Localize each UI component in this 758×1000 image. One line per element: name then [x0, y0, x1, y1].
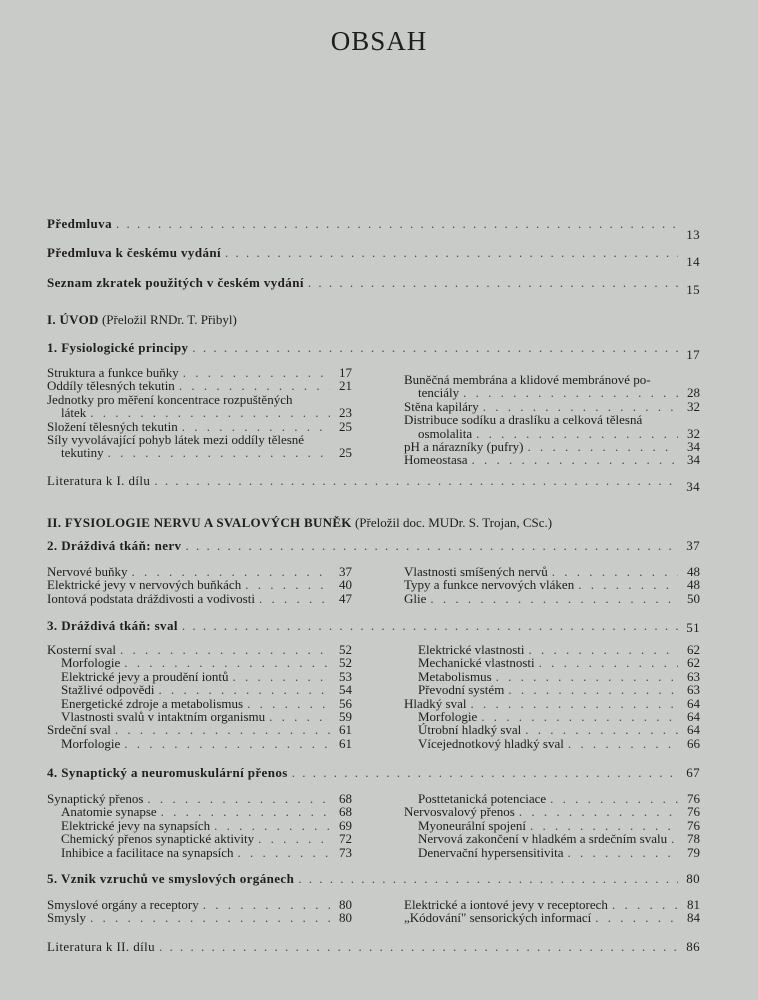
- chapter-page: 80: [686, 871, 700, 886]
- list-item[interactable]: Morfologie . . . 61: [47, 737, 352, 750]
- list-item[interactable]: Buněčná membrána a klidové membránové po-: [404, 372, 651, 387]
- chapter-title: 4. Synaptický a neuromuskulární přenos: [47, 765, 288, 780]
- list-item[interactable]: Synaptický přenos . . . 68: [47, 792, 352, 805]
- list-item[interactable]: látek . . . 23: [47, 406, 352, 419]
- list-item[interactable]: Jednotky pro měření koncentrace rozpuštěných: [47, 391, 293, 407]
- list-item[interactable]: osmolalita . . . 32: [404, 427, 700, 440]
- list-item[interactable]: Nervové buňky . . . 37: [47, 565, 352, 578]
- list-item[interactable]: Smysly . . . 80: [47, 911, 352, 924]
- list-item[interactable]: Morfologie . . . 64: [404, 710, 700, 723]
- toc-entry-label: Seznam zkratek použitých v českém vydání: [47, 275, 304, 290]
- toc-entry-czech-preface[interactable]: [47, 245, 700, 269]
- dot-leader: [308, 275, 678, 291]
- dot-leader: [116, 216, 678, 232]
- list-item[interactable]: Denervační hypersensitivita . . . 79: [404, 846, 700, 859]
- list-item[interactable]: Útrobní hladký sval . . . 64: [404, 723, 700, 736]
- list-item[interactable]: Elektrické jevy na synapsích . . . 69: [47, 819, 352, 832]
- toc-entry-abbreviations[interactable]: [47, 275, 700, 297]
- list-item[interactable]: Metabolismus . . . 63: [404, 670, 700, 683]
- toc-entry-page: 13: [686, 227, 700, 242]
- list-item[interactable]: Hladký sval . . . 64: [404, 697, 700, 710]
- list-item[interactable]: Stěna kapiláry . . . 32: [404, 400, 700, 413]
- list-item[interactable]: Smyslové orgány a receptory . . . 80: [47, 898, 352, 911]
- chapter-3-left-list: [47, 643, 352, 750]
- chapter-4-right-list: [404, 792, 700, 859]
- chapter-page: 67: [686, 765, 700, 780]
- list-item[interactable]: Vlastnosti svalů v intaktním organismu . . . 59: [47, 710, 352, 723]
- toc-entry-label: Literatura k I. dílu: [47, 473, 151, 488]
- chapter-5-left-list: [47, 898, 352, 925]
- list-item[interactable]: Oddíly tělesných tekutin . . . 21: [47, 379, 352, 392]
- list-item[interactable]: Myoneurální spojení . . . 76: [404, 819, 700, 832]
- chapter-5-right-list: [404, 898, 700, 925]
- part-translator: (Přeložil doc. MUDr. S. Trojan, CSc.): [354, 515, 553, 530]
- list-item[interactable]: Stažlivé odpovědi . . . 54: [47, 683, 352, 696]
- list-item[interactable]: pH a nárazníky (pufry) . . . 34: [404, 440, 700, 453]
- chapter-4-left-list: [47, 792, 352, 859]
- list-item[interactable]: Elektrické a iontové jevy v receptorech . . . 81: [404, 898, 700, 911]
- list-item[interactable]: Energetické zdroje a metabolismus . . . 56: [47, 697, 352, 710]
- list-item[interactable]: Nervosvalový přenos . . . 76: [404, 805, 700, 818]
- toc-entry-label: Předmluva k českému vydání: [47, 245, 221, 260]
- chapter-3-right-list: [404, 643, 700, 750]
- list-item[interactable]: „Kódování" sensorických informací . . . 84: [404, 911, 700, 924]
- list-item[interactable]: Distribuce sodíku a draslíku a celková tělesná: [404, 412, 643, 428]
- list-item[interactable]: Morfologie . . . 52: [47, 656, 352, 669]
- page-title: OBSAH: [330, 26, 428, 56]
- list-item[interactable]: Posttetanická potenciace . . . 76: [404, 792, 700, 805]
- list-item[interactable]: Iontová podstata dráždivosti a vodivosti . . . 47: [47, 592, 352, 605]
- list-item[interactable]: Síly vyvolávající pohyb látek mezi oddíly tělesné: [47, 431, 305, 447]
- literature-2[interactable]: [47, 939, 700, 955]
- chapter-title: 3. Dráždivá tkáň: sval: [47, 618, 178, 633]
- list-item[interactable]: Kosterní sval . . . 52: [47, 643, 352, 656]
- list-item[interactable]: Anatomie synapse . . . 68: [47, 805, 352, 818]
- part-heading-1: [47, 312, 237, 328]
- list-item[interactable]: Homeostasa . . . 34: [404, 453, 700, 466]
- chapter-1-right-list: [404, 373, 700, 467]
- list-item[interactable]: Typy a funkce nervových vláken . . . 48: [404, 578, 700, 591]
- toc-entry-page: 34: [686, 479, 700, 494]
- list-item[interactable]: Mechanické vlastnosti . . . 62: [404, 656, 700, 669]
- dot-leader: [185, 538, 678, 554]
- list-item[interactable]: Vícejednotkový hladký sval . . . 66: [404, 737, 700, 750]
- list-item[interactable]: Elektrické vlastnosti . . . 62: [404, 643, 700, 656]
- chapter-page: 51: [686, 620, 700, 635]
- chapter-page: 37: [686, 538, 700, 553]
- list-item[interactable]: Inhibice a facilitace na synapsích . . . 73: [47, 846, 352, 859]
- part-heading-2: [47, 515, 552, 531]
- toc-entry-label: Literatura k II. dílu: [47, 939, 156, 954]
- toc-entry-page: 15: [686, 282, 700, 297]
- chapter-title: 1. Fysiologické principy: [47, 340, 189, 355]
- chapter-title: 5. Vznik vzruchů ve smyslových orgánech: [47, 871, 295, 886]
- literature-1[interactable]: [47, 473, 700, 494]
- list-item[interactable]: Elektrické jevy a proudění iontů . . . 53: [47, 670, 352, 683]
- list-item[interactable]: Chemický přenos synaptické aktivity . . . 72: [47, 832, 352, 845]
- dot-leader: [292, 765, 678, 781]
- chapter-page: 17: [686, 347, 700, 362]
- chapter-3[interactable]: [47, 618, 700, 634]
- list-item[interactable]: Nervová zakončení v hladkém a srdečním svalu . . . 78: [404, 832, 700, 845]
- dot-leader: [154, 473, 678, 489]
- part-title: II. FYSIOLOGIE NERVU A SVALOVÝCH BUNĚK: [47, 515, 352, 530]
- chapter-4[interactable]: [47, 765, 700, 781]
- list-item[interactable]: tenciály . . . 28: [404, 386, 700, 399]
- list-item[interactable]: Složení tělesných tekutin . . . 25: [47, 420, 352, 433]
- toc-entry-page: 14: [686, 254, 700, 269]
- chapter-5[interactable]: [47, 871, 700, 887]
- dot-leader: [159, 939, 678, 955]
- chapter-1[interactable]: [47, 340, 700, 362]
- chapter-2-right-list: [404, 565, 700, 605]
- toc-entry-preface[interactable]: [47, 216, 700, 242]
- dot-leader: [298, 871, 678, 887]
- list-item[interactable]: Elektrické jevy v nervových buňkách . . . 40: [47, 578, 352, 591]
- list-item[interactable]: Převodní systém . . . 63: [404, 683, 700, 696]
- chapter-2[interactable]: [47, 538, 700, 554]
- toc-entry-page: 86: [686, 939, 700, 954]
- list-item[interactable]: Vlastnosti smíšených nervů . . . 48: [404, 565, 700, 578]
- part-title: I. ÚVOD: [47, 312, 99, 327]
- dot-leader: [192, 340, 678, 356]
- list-item[interactable]: Struktura a funkce buňky . . . 17: [47, 366, 352, 379]
- list-item[interactable]: tekutiny . . . 25: [47, 446, 352, 459]
- chapter-1-left-list: [47, 366, 352, 460]
- toc-entry-label: Předmluva: [47, 216, 112, 231]
- list-item[interactable]: Srdeční sval . . . 61: [47, 723, 352, 736]
- dot-leader: [182, 618, 678, 634]
- list-item[interactable]: Glie . . . 50: [404, 592, 700, 605]
- dot-leader: [225, 245, 678, 261]
- chapter-title: 2. Dráždivá tkáň: nerv: [47, 538, 182, 553]
- chapter-2-left-list: [47, 565, 352, 605]
- part-translator: (Přeložil RNDr. T. Přibyl): [101, 312, 237, 327]
